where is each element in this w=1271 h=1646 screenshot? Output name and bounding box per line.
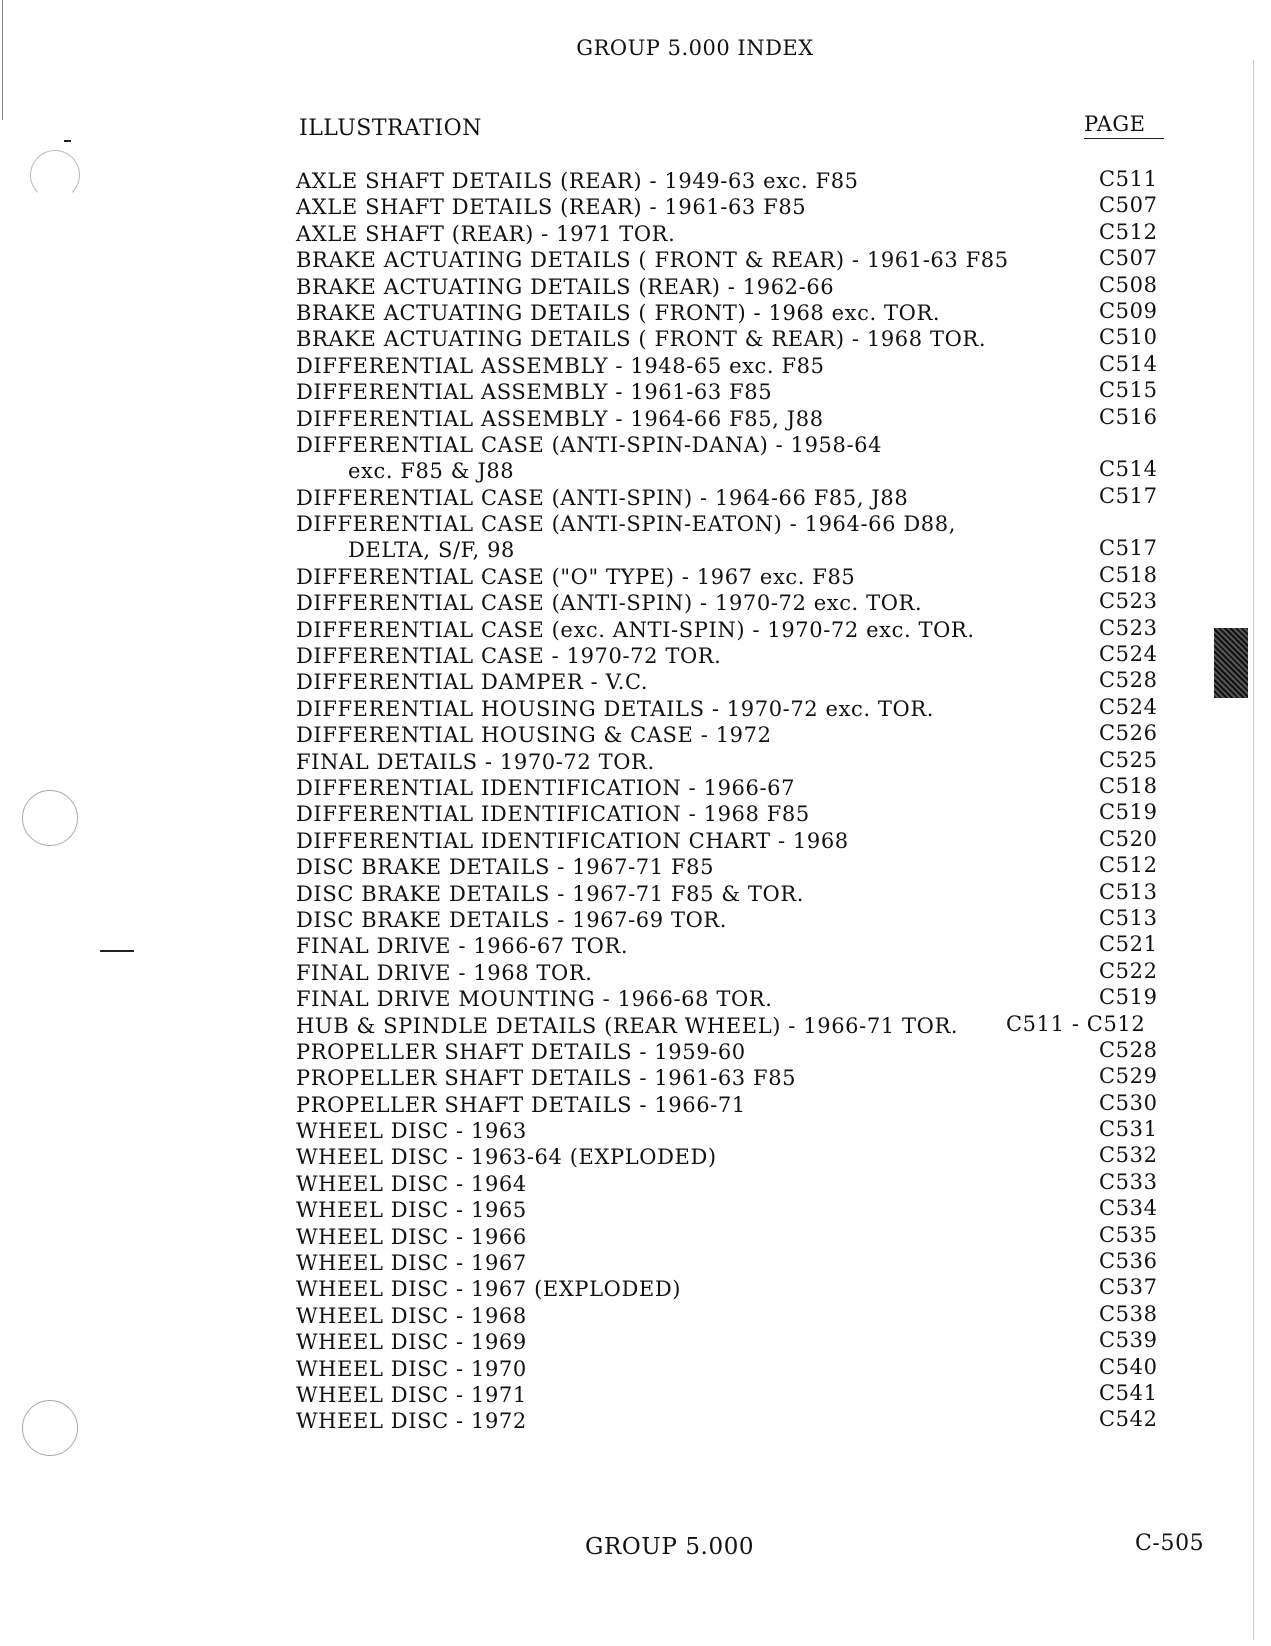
entry-title: DIFFERENTIAL IDENTIFICATION CHART - 1968 — [296, 828, 849, 853]
index-entry — [296, 1144, 1196, 1170]
entry-title: DIFFERENTIAL IDENTIFICATION - 1966-67 — [296, 775, 796, 800]
page-title: GROUP 5.000 INDEX — [576, 36, 814, 60]
entry-page: C513 — [1099, 905, 1158, 930]
entry-page: C522 — [1099, 958, 1158, 983]
index-entry — [296, 696, 1196, 722]
index-entry — [296, 1039, 1196, 1065]
index-entry — [296, 881, 1196, 907]
entry-title: WHEEL DISC - 1969 — [296, 1330, 527, 1355]
index-entry — [296, 722, 1196, 748]
entry-title: DIFFERENTIAL IDENTIFICATION - 1968 F85 — [296, 802, 810, 827]
entry-title: BRAKE ACTUATING DETAILS (REAR) - 1962-66 — [296, 274, 835, 299]
punch-hole — [22, 1400, 78, 1456]
entry-title: FINAL DETAILS - 1970-72 TOR. — [296, 749, 655, 774]
entry-page: C515 — [1099, 378, 1158, 403]
entry-title: DIFFERENTIAL CASE (ANTI-SPIN) - 1964-66 F85, J88 — [296, 485, 909, 510]
entry-title: WHEEL DISC - 1967 — [296, 1251, 527, 1276]
index-entry — [296, 247, 1196, 273]
entry-title: AXLE SHAFT (REAR) - 1971 TOR. — [296, 221, 676, 246]
index-entry — [296, 669, 1196, 695]
entry-page: C538 — [1099, 1301, 1158, 1326]
entry-page: C510 — [1099, 325, 1158, 350]
entry-title: WHEEL DISC - 1965 — [296, 1198, 527, 1223]
index-entry — [296, 907, 1196, 933]
index-entry — [296, 986, 1196, 1012]
section-tab-marker — [1214, 628, 1248, 698]
entry-title: AXLE SHAFT DETAILS (REAR) - 1961-63 F85 — [296, 195, 807, 220]
index-entry — [296, 485, 1196, 511]
index-entry — [296, 537, 1196, 563]
index-entry — [296, 326, 1196, 352]
index-entry — [296, 960, 1196, 986]
index-entry — [296, 1329, 1196, 1355]
entry-title: WHEEL DISC - 1971 — [296, 1382, 527, 1407]
index-list — [296, 168, 1196, 1435]
column-header-illustration: ILLUSTRATION — [299, 116, 482, 141]
entry-page: C507 — [1099, 246, 1158, 271]
entry-title: DISC BRAKE DETAILS - 1967-71 F85 — [296, 855, 715, 880]
entry-page: C542 — [1099, 1407, 1158, 1432]
entry-page: C508 — [1099, 272, 1158, 297]
index-entry — [296, 432, 1196, 458]
entry-page: C528 — [1099, 1037, 1158, 1062]
entry-page: C511 - C512 — [1006, 1011, 1146, 1036]
index-entry — [296, 300, 1196, 326]
index-entry — [296, 643, 1196, 669]
entry-page: C524 — [1099, 694, 1158, 719]
index-entry — [296, 1303, 1196, 1329]
entry-title: FINAL DRIVE - 1966-67 TOR. — [296, 934, 629, 959]
entry-page: C512 — [1099, 853, 1158, 878]
index-entry — [296, 590, 1196, 616]
entry-title: WHEEL DISC - 1972 — [296, 1409, 527, 1434]
entry-title: BRAKE ACTUATING DETAILS ( FRONT) - 1968 exc. TOR. — [296, 300, 941, 325]
entry-title: WHEEL DISC - 1964 — [296, 1171, 527, 1196]
entry-page: C511 — [1099, 167, 1158, 191]
index-entry — [296, 168, 1196, 194]
index-entry — [296, 828, 1196, 854]
entry-page: C534 — [1099, 1196, 1158, 1221]
entry-title: DELTA, S/F, 98 — [348, 538, 516, 563]
index-entry — [296, 221, 1196, 247]
entry-title: WHEEL DISC - 1963-64 (EXPLODED) — [296, 1145, 717, 1170]
entry-page: C535 — [1099, 1222, 1158, 1247]
entry-title: WHEEL DISC - 1968 — [296, 1303, 527, 1328]
index-entry — [296, 749, 1196, 775]
entry-page: C512 — [1099, 219, 1158, 244]
index-entry — [296, 1250, 1196, 1276]
footer-group-label: GROUP 5.000 — [585, 1534, 755, 1560]
punch-hole — [30, 150, 80, 200]
entry-page: C507 — [1099, 193, 1158, 218]
index-entry — [296, 353, 1196, 379]
entry-page: C529 — [1099, 1064, 1158, 1089]
page-edge-line — [2, 0, 3, 120]
entry-title: DIFFERENTIAL CASE - 1970-72 TOR. — [296, 644, 722, 669]
entry-page: C524 — [1099, 642, 1158, 667]
entry-title: exc. F85 & J88 — [348, 459, 515, 484]
index-entry — [296, 1224, 1196, 1250]
column-header-page: PAGE — [1084, 112, 1164, 139]
entry-page: C523 — [1099, 615, 1158, 640]
entry-title: DIFFERENTIAL DAMPER - V.C. — [296, 670, 649, 695]
index-entry — [296, 1276, 1196, 1302]
entry-title: PROPELLER SHAFT DETAILS - 1959-60 — [296, 1039, 746, 1064]
entry-page: C519 — [1099, 800, 1158, 825]
entry-title: DIFFERENTIAL ASSEMBLY - 1961-63 F85 — [296, 380, 773, 405]
entry-title: WHEEL DISC - 1963 — [296, 1119, 527, 1144]
entry-title: FINAL DRIVE MOUNTING - 1966-68 TOR. — [296, 987, 773, 1012]
index-entry — [296, 1118, 1196, 1144]
index-entry — [296, 1408, 1196, 1434]
index-entry — [296, 406, 1196, 432]
entry-page: C518 — [1099, 773, 1158, 798]
index-entry — [296, 379, 1196, 405]
index-entry — [296, 564, 1196, 590]
entry-page: C523 — [1099, 589, 1158, 614]
entry-page: C513 — [1099, 879, 1158, 904]
index-entry — [296, 617, 1196, 643]
index-entry — [296, 1171, 1196, 1197]
entry-title: DIFFERENTIAL ASSEMBLY - 1948-65 exc. F85 — [296, 353, 825, 378]
punch-hole — [22, 790, 78, 846]
entry-page: C533 — [1099, 1169, 1158, 1194]
entry-page: C531 — [1099, 1117, 1158, 1142]
entry-title: AXLE SHAFT DETAILS (REAR) - 1949-63 exc. F85 — [296, 169, 859, 193]
index-entry — [296, 1382, 1196, 1408]
scan-mark — [64, 140, 71, 142]
index-entry — [296, 458, 1196, 484]
entry-title: DIFFERENTIAL CASE ("O" TYPE) - 1967 exc. F85 — [296, 564, 856, 589]
index-entry — [296, 511, 1196, 537]
entry-page: C541 — [1099, 1380, 1158, 1405]
entry-title: HUB & SPINDLE DETAILS (REAR WHEEL) - 1966-71 TOR. — [296, 1013, 959, 1038]
footer-page-number: C-505 — [1135, 1531, 1205, 1556]
index-entry — [296, 1197, 1196, 1223]
scan-mark — [100, 950, 134, 952]
index-entry — [296, 1092, 1196, 1118]
entry-title: DIFFERENTIAL HOUSING & CASE - 1972 — [296, 723, 772, 748]
entry-title: WHEEL DISC - 1967 (EXPLODED) — [296, 1277, 682, 1302]
entry-title: PROPELLER SHAFT DETAILS - 1966-71 — [296, 1092, 746, 1117]
entry-page: C530 — [1099, 1090, 1158, 1115]
entry-page: C519 — [1099, 985, 1158, 1010]
entry-page: C517 — [1099, 536, 1158, 561]
entry-page: C526 — [1099, 721, 1158, 746]
entry-page: C537 — [1099, 1275, 1158, 1300]
entry-title: DISC BRAKE DETAILS - 1967-69 TOR. — [296, 907, 728, 932]
entry-page: C518 — [1099, 562, 1158, 587]
entry-page: C539 — [1099, 1328, 1158, 1353]
entry-title: DIFFERENTIAL ASSEMBLY - 1964-66 F85, J88 — [296, 406, 824, 431]
entry-title: DIFFERENTIAL CASE (ANTI-SPIN-EATON) - 1964-66 D88, — [296, 512, 956, 537]
entry-title: DIFFERENTIAL HOUSING DETAILS - 1970-72 exc. TOR. — [296, 696, 935, 721]
entry-page: C525 — [1099, 747, 1158, 772]
entry-page: C532 — [1099, 1143, 1158, 1168]
entry-title: DIFFERENTIAL CASE (ANTI-SPIN-DANA) - 1958-64 — [296, 432, 883, 457]
index-entry — [296, 1065, 1196, 1091]
index-entry — [296, 1356, 1196, 1382]
entry-title: WHEEL DISC - 1966 — [296, 1224, 527, 1249]
entry-title: BRAKE ACTUATING DETAILS ( FRONT & REAR) - 1968 TOR. — [296, 327, 987, 352]
index-entry — [296, 775, 1196, 801]
entry-page: C516 — [1099, 404, 1158, 429]
entry-page: C517 — [1099, 483, 1158, 508]
index-entry — [296, 1013, 1196, 1039]
entry-page: C528 — [1099, 668, 1158, 693]
entry-title: DIFFERENTIAL CASE (exc. ANTI-SPIN) - 1970-72 exc. TOR. — [296, 617, 975, 642]
index-entry — [296, 933, 1196, 959]
entry-page: C540 — [1099, 1354, 1158, 1379]
index-entry — [296, 801, 1196, 827]
entry-page: C509 — [1099, 298, 1158, 323]
index-entry — [296, 854, 1196, 880]
entry-page: C521 — [1099, 932, 1158, 957]
entry-page: C520 — [1099, 826, 1158, 851]
entry-title: PROPELLER SHAFT DETAILS - 1961-63 F85 — [296, 1066, 797, 1091]
entry-title: DIFFERENTIAL CASE (ANTI-SPIN) - 1970-72 exc. TOR. — [296, 591, 923, 616]
entry-title: BRAKE ACTUATING DETAILS ( FRONT & REAR) - 1961-63 F85 — [296, 248, 1009, 273]
entry-title: FINAL DRIVE - 1968 TOR. — [296, 960, 593, 985]
entry-page: C514 — [1099, 351, 1158, 376]
page-edge-line — [1253, 60, 1254, 1640]
entry-title: WHEEL DISC - 1970 — [296, 1356, 527, 1381]
entry-page: C536 — [1099, 1249, 1158, 1274]
index-entry — [296, 274, 1196, 300]
entry-page: C514 — [1099, 457, 1158, 482]
entry-title: DISC BRAKE DETAILS - 1967-71 F85 & TOR. — [296, 881, 805, 906]
index-entry — [296, 194, 1196, 220]
